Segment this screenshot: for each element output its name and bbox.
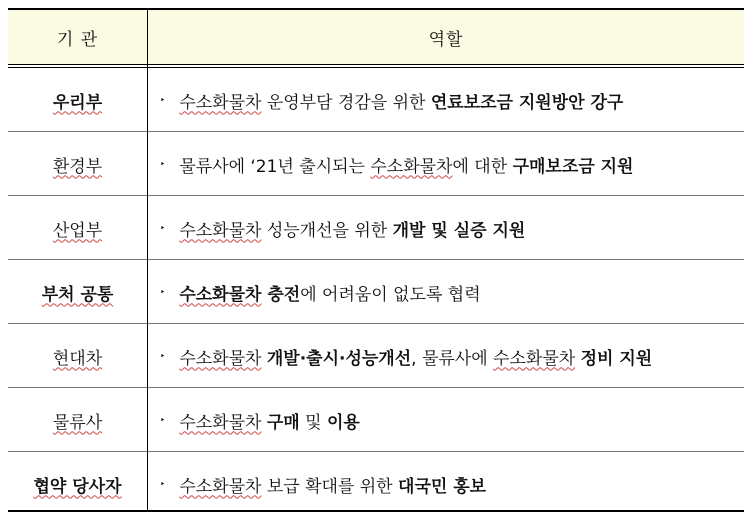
bullet-icon: ‣: [160, 480, 166, 490]
role-text-segment: 보급 확대를 위한: [261, 476, 399, 497]
org-name: 산업부: [52, 220, 103, 241]
org-cell: [8, 324, 147, 388]
role-text-segment: 충전: [261, 284, 301, 305]
table-row: [8, 68, 744, 132]
org-cell: [8, 196, 147, 260]
role-text-segment: , 물류사에: [411, 348, 494, 369]
table-row: [8, 324, 744, 388]
org-cell: [8, 388, 147, 452]
role-text-segment: 개발·출시·성능개선: [266, 348, 412, 369]
bullet-icon: ‣: [160, 288, 166, 298]
bullet-icon: ‣: [160, 352, 166, 362]
role-text-segment: 정비 지원: [580, 348, 653, 369]
role-text-segment: 성능개선을 위한: [261, 220, 393, 241]
role-cell: [160, 324, 744, 388]
table-row: [8, 260, 744, 324]
table-row: [8, 132, 744, 196]
role-text-segment: 구매: [266, 412, 300, 433]
role-text-segment: 수소화물차: [493, 348, 576, 369]
role-text-segment: 수소화물차: [179, 92, 262, 113]
org-name: 물류사: [52, 412, 103, 433]
role-cell: [160, 388, 744, 452]
role-cell: [160, 196, 744, 260]
org-cell: [8, 132, 147, 196]
role-text-segment: 수소화물차: [179, 284, 262, 305]
role-text-segment: 및: [299, 412, 327, 433]
table-row: [8, 452, 744, 516]
roles-table: [8, 8, 744, 512]
header-role: 역할: [428, 29, 464, 50]
role-text-segment: 연료보조금 지원방안 강구: [430, 92, 624, 113]
org-cell: [8, 68, 147, 132]
role-text-segment: 에 대한: [452, 156, 513, 177]
role-cell: [160, 260, 744, 324]
header-divider: [8, 64, 744, 65]
table-bottom-border: [8, 510, 744, 512]
bullet-icon: ‣: [160, 96, 166, 106]
org-name: 협약 당사자: [33, 476, 122, 497]
role-text-segment: 수소화물차: [179, 348, 262, 369]
bullet-icon: ‣: [160, 224, 166, 234]
role-cell: [160, 452, 744, 516]
role-text-segment: 수소화물차: [179, 412, 262, 433]
org-name: 우리부: [52, 92, 103, 113]
role-text-segment: 구매보조금 지원: [512, 156, 634, 177]
org-cell: [8, 260, 147, 324]
role-text-segment: 수소화물차: [179, 476, 262, 497]
org-name: 환경부: [52, 156, 103, 177]
table-row: [8, 196, 744, 260]
role-text-segment: 수소화물차: [370, 156, 453, 177]
org-name: 현대차: [52, 348, 103, 369]
bullet-icon: ‣: [160, 416, 166, 426]
role-text-segment: 운영부담 경감을 위한: [261, 92, 431, 113]
column-divider: [147, 10, 148, 512]
org-cell: [8, 452, 147, 516]
header-org: 기 관: [56, 29, 99, 50]
org-name: 부처 공통: [41, 284, 114, 305]
table-row: [8, 388, 744, 452]
role-text-segment: 개발 및 실증 지원: [392, 220, 526, 241]
role-text-segment: 이용: [326, 412, 360, 433]
bullet-icon: ‣: [160, 160, 166, 170]
role-text-segment: 에 어려움이 없도록 협력: [300, 284, 481, 305]
role-text-segment: 수소화물차: [179, 220, 262, 241]
role-text-segment: 물류사에 ‘21년 출시되는: [179, 156, 371, 177]
role-cell: [160, 132, 744, 196]
role-text-segment: 대국민 홍보: [398, 476, 487, 497]
role-cell: [160, 68, 744, 132]
